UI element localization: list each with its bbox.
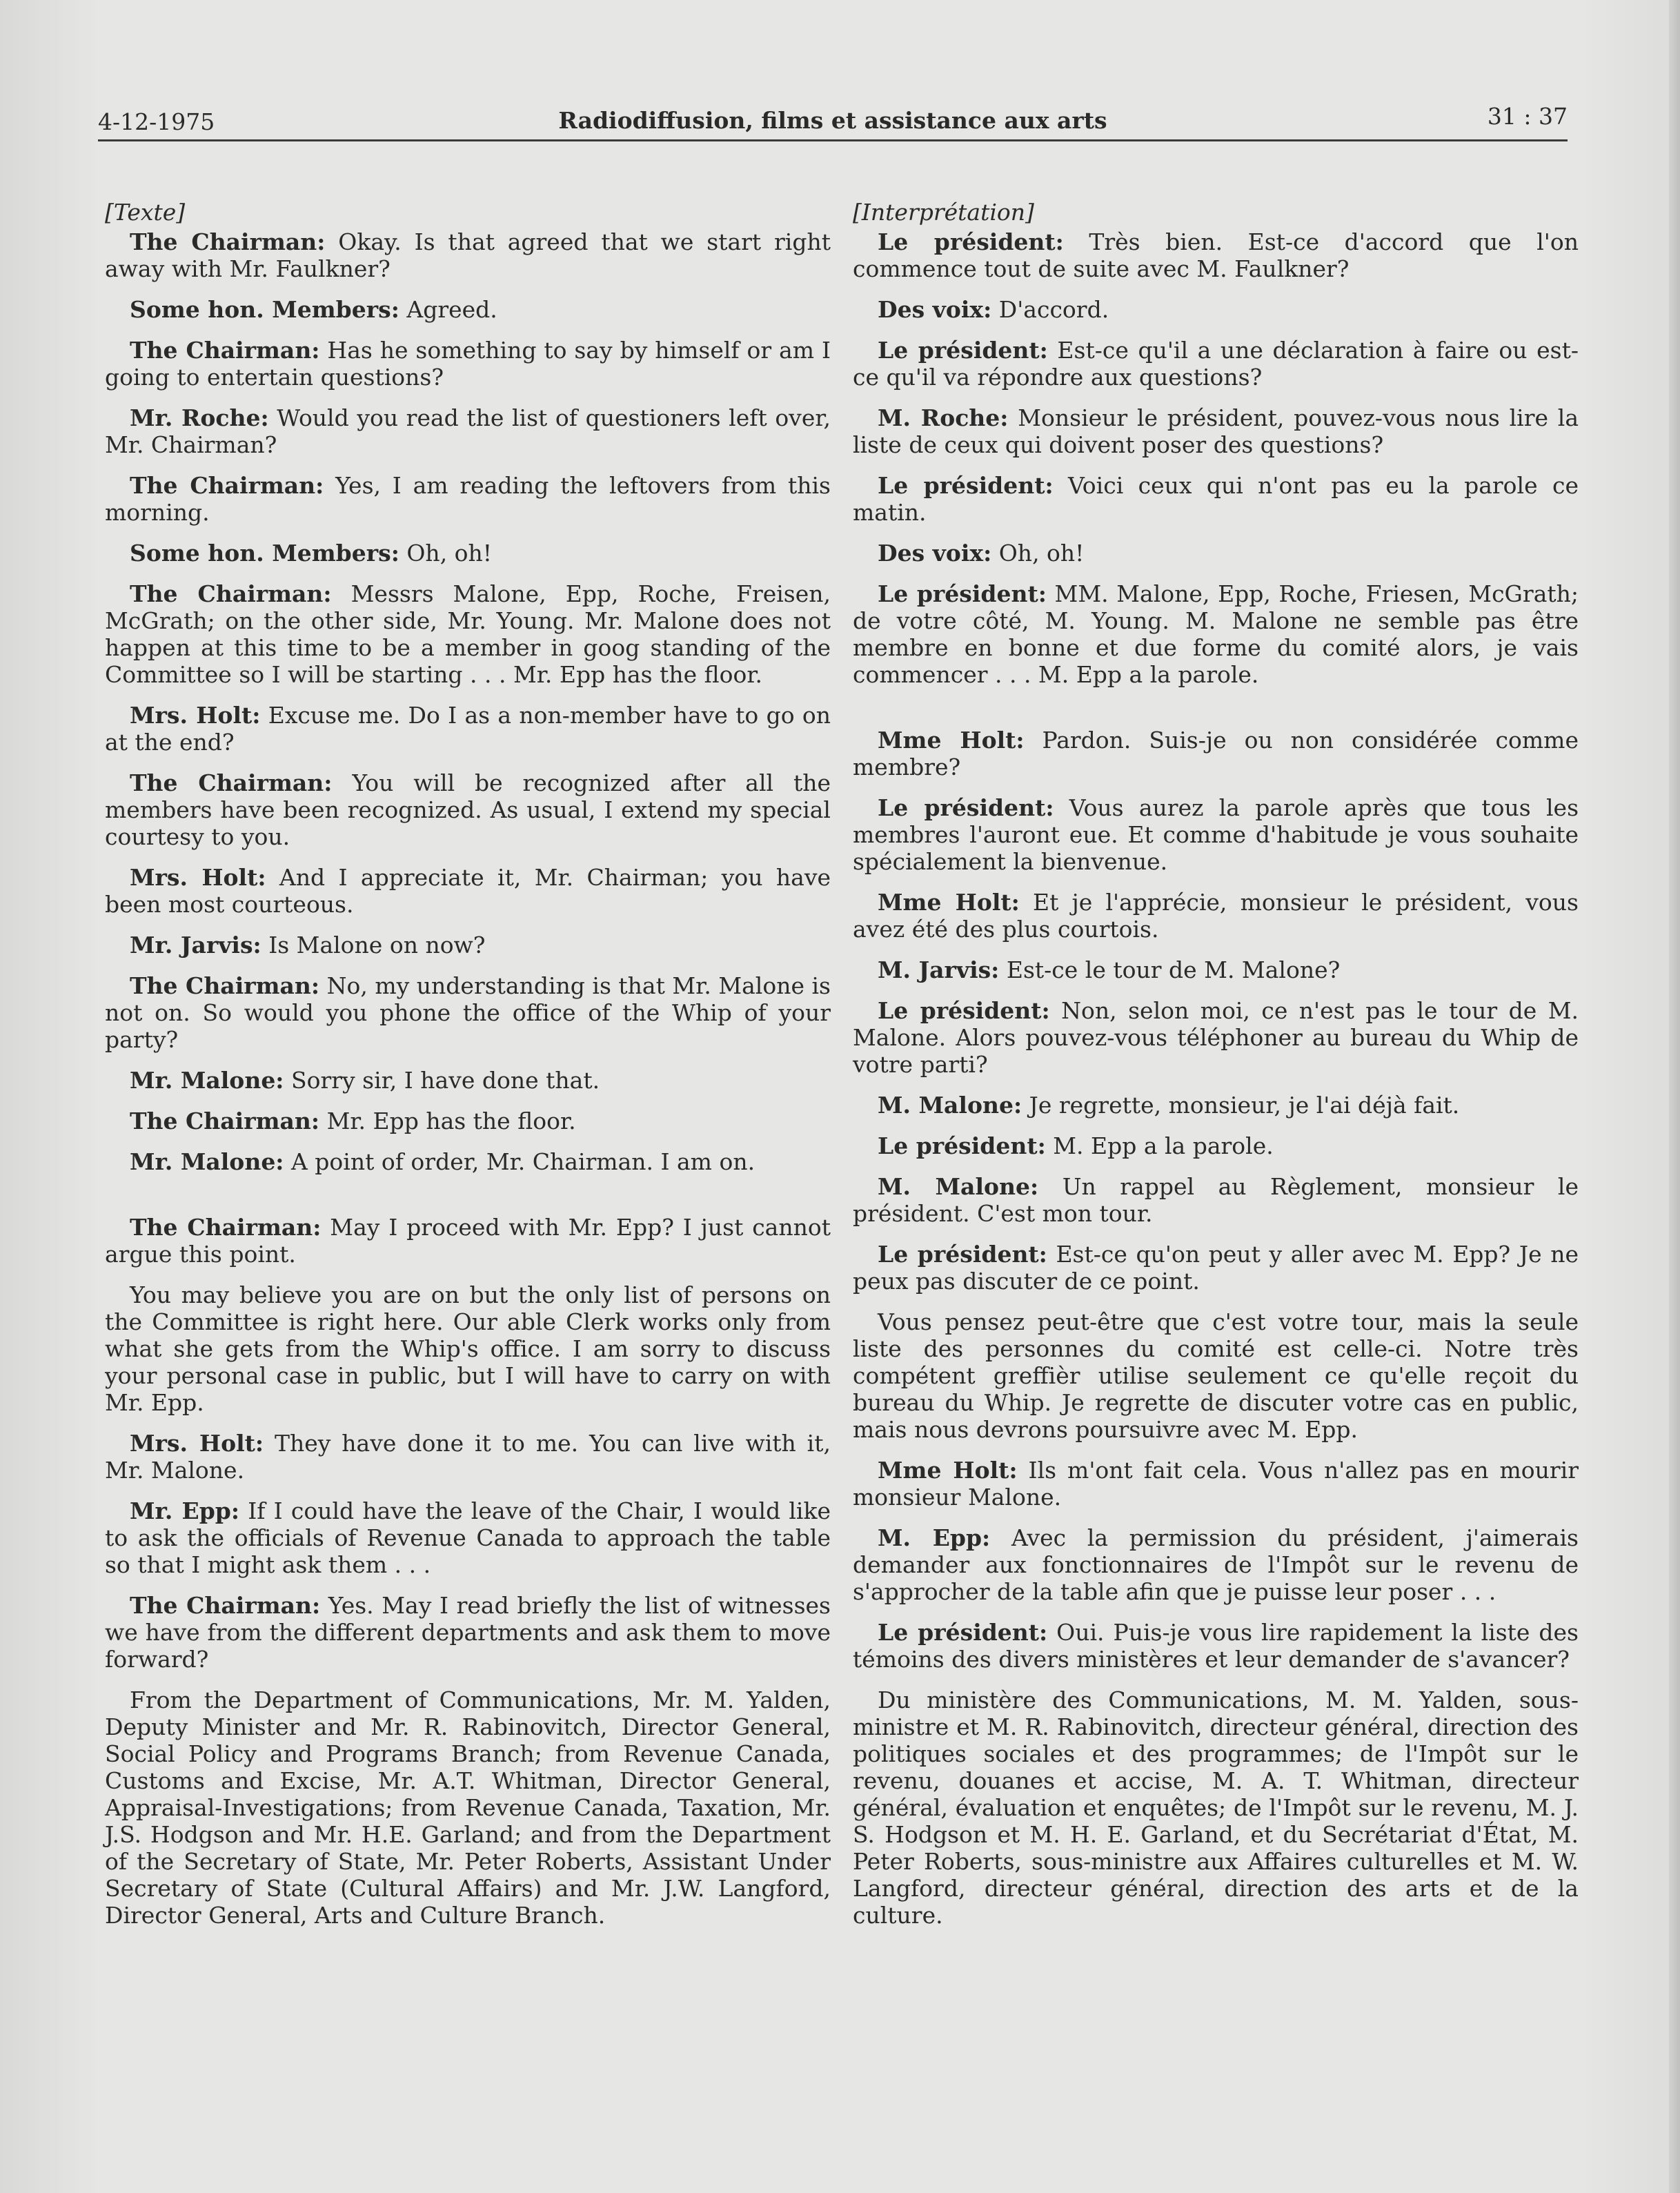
speech-text: Du ministère des Communications, M. M. Yalden, sous-ministre et M. R. Rabinovitch, directeur général, direction des politiques sociales et des programmes; de l'Impôt sur le revenu, douanes et accise, M. A. T. Whitman, directeur général, évaluation et enquêtes; de l'Impôt sur le revenu, M. J. S. Hodgson et M. H. E. Garland, et du Secrétariat d'État, M. Peter Roberts, sous-ministre aux Affaires culturelles et M. W. Langford, directeur général, direction des arts et de la culture. [853, 1686, 1579, 1929]
speech-text: Yes, I am reading the leftovers from this morning. [105, 472, 831, 526]
speaker-name: Le président: [878, 1619, 1048, 1646]
transcript-paragraph [105, 1592, 831, 1673]
speaker-name: The Chairman: [130, 769, 333, 796]
speaker-name: Mrs. Holt: [130, 1430, 264, 1457]
transcript-paragraph [853, 1092, 1579, 1119]
header-page-number: 31 : 37 [1487, 103, 1568, 130]
transcript-paragraph [105, 769, 831, 850]
speaker-name: Mr. Jarvis: [130, 932, 261, 958]
speaker-name: Le président: [878, 337, 1048, 364]
speaker-name: Des voix: [878, 540, 992, 567]
speech-text: Is Malone on now? [261, 932, 486, 958]
speech-text: Oui. Puis-je vous lire rapidement la liste des témoins des divers ministères et leur demander de s'avancer? [853, 1619, 1579, 1673]
speaker-name: The Chairman: [130, 228, 326, 255]
transcript-paragraph [105, 472, 831, 526]
transcript-paragraph [853, 296, 1579, 323]
transcript-paragraph [105, 337, 831, 391]
transcript-paragraph [853, 228, 1579, 282]
section-marker-texte: [Texte] [105, 199, 186, 226]
transcript-paragraph [853, 1457, 1579, 1511]
transcript-paragraph [853, 1308, 1579, 1443]
speaker-name: Le président: [878, 228, 1064, 255]
speech-text: Ils m'ont fait cela. Vous n'allez pas en mourir monsieur Malone. [853, 1457, 1579, 1511]
speaker-name: Le président: [878, 1241, 1047, 1268]
transcript-paragraph [853, 337, 1579, 391]
speech-text: They have done it to me. You can live with it, Mr. Malone. [105, 1430, 831, 1484]
speaker-name: Mme Holt: [878, 727, 1025, 754]
transcript-paragraph [105, 404, 831, 458]
speech-text: Voici ceux qui n'ont pas eu la parole ce matin. [853, 472, 1579, 526]
transcript-paragraph [105, 932, 831, 958]
speech-text: Vous aurez la parole après que tous les membres l'auront eue. Et comme d'habitude je vous souhaite spécialement la bienvenue. [853, 794, 1579, 875]
speech-text: A point of order, Mr. Chairman. I am on. [284, 1148, 755, 1175]
header-date: 4-12-1975 [98, 108, 215, 135]
transcript-paragraph [105, 1108, 831, 1134]
speech-text: Agreed. [399, 296, 497, 323]
speech-text: Has he something to say by himself or am I going to entertain questions? [105, 337, 831, 391]
speech-text: Est-ce qu'on peut y aller avec M. Epp? Je ne peux pas discuter de ce point. [853, 1241, 1579, 1295]
speech-text: Oh, oh! [399, 540, 493, 567]
transcript-paragraph [853, 1524, 1579, 1605]
transcript-paragraph [853, 404, 1579, 458]
speaker-name: The Chairman: [130, 972, 320, 999]
speaker-name: The Chairman: [130, 580, 332, 607]
speech-text: Est-ce le tour de M. Malone? [999, 956, 1341, 983]
transcript-paragraph [105, 702, 831, 756]
transcript-paragraph [853, 794, 1579, 875]
transcript-paragraph [105, 1214, 831, 1268]
speaker-name: M. Roche: [878, 404, 1009, 431]
speaker-name: Des voix: [878, 296, 992, 323]
speech-text: You may believe you are on but the only list of persons on the Committee is right here. Our able Clerk works only from what she gets from the Whip's office. I am sorry to discuss your personal case in public, but I will have to carry on with Mr. Epp. [105, 1281, 831, 1416]
transcript-paragraph [105, 1067, 831, 1094]
speaker-name: The Chairman: [130, 1108, 320, 1134]
speaker-name: The Chairman: [130, 337, 320, 364]
speech-text: Yes. May I read briefly the list of witnesses we have from the different departments and ask them to move forward? [105, 1592, 831, 1673]
speech-text: May I proceed with Mr. Epp? I just cannot argue this point. [105, 1214, 831, 1268]
speaker-name: The Chairman: [130, 1214, 322, 1241]
speaker-name: Mrs. Holt: [130, 702, 261, 729]
speech-text: Très bien. Est-ce d'accord que l'on commence tout de suite avec M. Faulkner? [853, 228, 1579, 282]
section-marker-interpretation: [Interprétation] [853, 199, 1034, 226]
speaker-name: The Chairman: [130, 1592, 321, 1619]
transcript-paragraph [105, 228, 831, 282]
transcript-paragraph [105, 540, 831, 567]
transcript-paragraph [853, 540, 1579, 567]
transcript-paragraph [105, 580, 831, 688]
speech-text: Avec la permission du président, j'aimerais demander aux fonctionnaires de l'Impôt sur le revenu de s'approcher de la table afin que je puisse leur poser . . . [853, 1524, 1579, 1605]
transcript-paragraph [853, 997, 1579, 1078]
speech-text: Excuse me. Do I as a non-member have to go on at the end? [105, 702, 831, 756]
transcript-paragraph [853, 1132, 1579, 1159]
speaker-name: M. Malone: [878, 1092, 1022, 1119]
right-column-french [853, 199, 1579, 1943]
speech-text: Pardon. Suis-je ou non considérée comme membre? [853, 727, 1579, 780]
speaker-name: Mrs. Holt: [130, 864, 266, 891]
transcript-paragraph [853, 956, 1579, 983]
speech-text: Messrs Malone, Epp, Roche, Freisen, McGrath; on the other side, Mr. Young. Mr. Malone does not happen at this time to be a member in goog standing of the Committee so I will be starting . . . Mr. Epp has the floor. [105, 580, 831, 688]
speech-text: Et je l'apprécie, monsieur le président, vous avez été des plus courtois. [853, 889, 1579, 943]
transcript-paragraph [853, 727, 1579, 780]
speaker-name: Le président: [878, 1132, 1046, 1159]
transcript-paragraph [853, 1241, 1579, 1295]
speaker-name: Le président: [878, 794, 1054, 821]
speech-text: Un rappel au Règlement, monsieur le président. C'est mon tour. [853, 1173, 1579, 1227]
transcript-paragraph [853, 1619, 1579, 1673]
page-edge-shadow [1669, 0, 1680, 2193]
speaker-name: Le président: [878, 997, 1050, 1024]
speech-text: Sorry sir, I have done that. [284, 1067, 600, 1094]
speaker-name: Le président: [878, 472, 1054, 499]
left-paragraphs [105, 228, 831, 1929]
speech-text: M. Epp a la parole. [1045, 1132, 1274, 1159]
speech-text: Non, selon moi, ce n'est pas le tour de M. Malone. Alors pouvez-vous téléphoner au bureau du Whip de votre parti? [853, 997, 1579, 1078]
speaker-name: M. Malone: [878, 1173, 1039, 1200]
speaker-name: Mme Holt: [878, 1457, 1018, 1484]
transcript-paragraph [853, 472, 1579, 526]
transcript-paragraph [853, 580, 1579, 688]
speech-text: Mr. Epp has the floor. [319, 1108, 576, 1134]
header-title: Radiodiffusion, films et assistance aux arts [558, 107, 1107, 134]
speaker-name: Mr. Malone: [130, 1067, 284, 1094]
speech-text: You will be recognized after all the members have been recognized. As usual, I extend my special courtesy to you. [105, 769, 831, 850]
speech-text: And I appreciate it, Mr. Chairman; you have been most courteous. [105, 864, 831, 918]
speaker-name: Some hon. Members: [130, 540, 399, 567]
speech-text: D'accord. [991, 296, 1109, 323]
left-column-english [105, 199, 831, 1943]
page-header [98, 104, 1568, 141]
speaker-name: M. Jarvis: [878, 956, 1000, 983]
transcript-paragraph [105, 1148, 831, 1175]
speaker-name: Le président: [878, 580, 1047, 607]
speaker-name: Mr. Malone: [130, 1148, 284, 1175]
speech-text: MM. Malone, Epp, Roche, Friesen, McGrath; de votre côté, M. Young. M. Malone ne semble pas être membre en bonne et due forme du comité alors, je vais commencer . . . M. Epp a la parole. [853, 580, 1579, 688]
speech-text: No, my understanding is that Mr. Malone is not on. So would you phone the office of the Whip of your party? [105, 972, 831, 1053]
transcript-paragraph [853, 1686, 1579, 1929]
transcript-paragraph [105, 864, 831, 918]
speaker-name: Mr. Roche: [130, 404, 269, 431]
speaker-name: Some hon. Members: [130, 296, 399, 323]
transcript-paragraph [853, 1173, 1579, 1227]
transcript-paragraph [105, 1281, 831, 1416]
transcript-paragraph [105, 296, 831, 323]
speech-text: If I could have the leave of the Chair, I would like to ask the officials of Revenue Canada to approach the table so that I might ask them . . . [105, 1497, 831, 1578]
transcript-paragraph [853, 889, 1579, 943]
speech-text: Est-ce qu'il a une déclaration à faire ou est-ce qu'il va répondre aux questions? [853, 337, 1579, 391]
speech-text: Monsieur le président, pouvez-vous nous lire la liste de ceux qui doivent poser des questions? [853, 404, 1579, 458]
speech-text: Would you read the list of questioners left over, Mr. Chairman? [105, 404, 831, 458]
speech-text: Je regrette, monsieur, je l'ai déjà fait. [1022, 1092, 1460, 1119]
transcript-paragraph [105, 1686, 831, 1929]
speech-text: Oh, oh! [991, 540, 1085, 567]
speaker-name: Mr. Epp: [130, 1497, 240, 1524]
transcript-paragraph [105, 1430, 831, 1484]
right-paragraphs [853, 228, 1579, 1929]
speaker-name: The Chairman: [130, 472, 324, 499]
speech-text: Okay. Is that agreed that we start right away with Mr. Faulkner? [105, 228, 831, 282]
speaker-name: M. Epp: [878, 1524, 991, 1551]
transcript-paragraph [105, 972, 831, 1053]
transcript-paragraph [105, 1497, 831, 1578]
speech-text: From the Department of Communications, Mr. M. Yalden, Deputy Minister and Mr. R. Rabinovitch, Director General, Social Policy and Programs Branch; from Revenue Canada, Customs and Excise, Mr. A.T. Whitman, Director General, Appraisal-Investigations; from Revenue Canada, Taxation, Mr. J.S. Hodgson and Mr. H.E. Garland; and from the Department of the Secretary of State, Mr. Peter Roberts, Assistant Under Secretary of State (Cultural Affairs) and Mr. J.W. Langford, Director General, Arts and Culture Branch. [105, 1686, 831, 1929]
speech-text: Vous pensez peut-être que c'est votre tour, mais la seule liste des personnes du comité est celle-ci. Notre très compétent greffièr utilise seulement ce qu'elle reçoit du bureau du Whip. Je regrette de discuter votre cas en public, mais nous devrons poursuivre avec M. Epp. [853, 1308, 1579, 1443]
speaker-name: Mme Holt: [878, 889, 1020, 916]
